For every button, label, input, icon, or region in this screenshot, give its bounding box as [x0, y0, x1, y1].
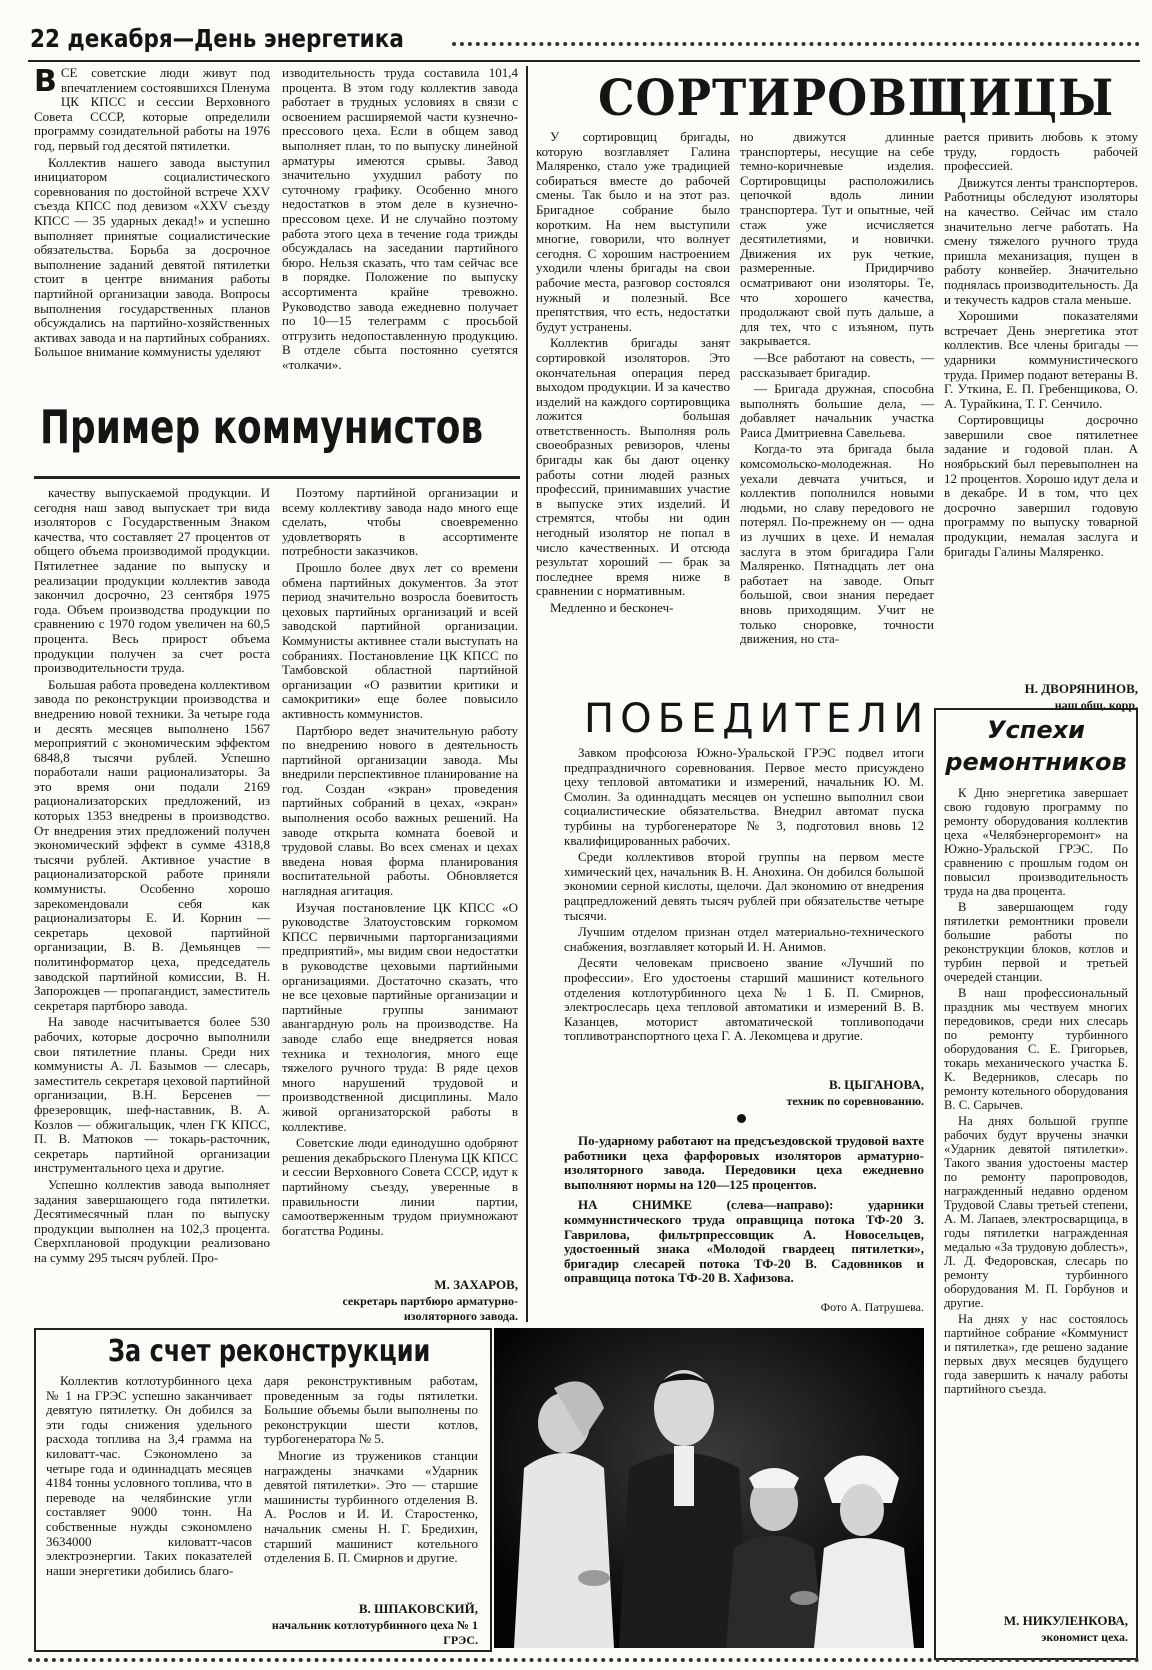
- article1-intro-col2: [282, 66, 518, 392]
- workers-photo: [494, 1328, 924, 1648]
- body-paragraph: — Бригада дружная, способна выполнять большие дела, — добавляет начальник участка Раиса Дмитриевна Савельева.: [740, 381, 934, 440]
- body-paragraph: рается привить любовь к этому труду, гордость рабочей профессией.: [944, 130, 1138, 174]
- intro-paragraph: Коллектив нашего завода выступил инициатором социалистического соревнования по достойной встрече XXV съезда КПСС под девизом «XXV съезду КПСС — 35 ударных декад!» и успешно выполняет принятые социалистические обязательства. Борьба за досрочное выполнение заданий девятой пятилетки стоит в центре внимания работы партийной организации завода. Вопросы выполнения государственных планов обсуждались на партийно-хозяйственных активах завода и на партийных собраниях. Большое внимание коммунисты уделяют: [34, 154, 270, 360]
- article5-headline-line2: ремонтников: [945, 748, 1127, 776]
- body-paragraph: Многие из тружеников станции награждены значками «Ударник девятой пятилетки». Это — старшие машинисты турбинного отделения В. А. Рослов и И. И. Старостенко, начальник смены Н. Г. Бредихин, старший машинист котельного отделения Б. П. Смирнов и другие.: [264, 1447, 478, 1566]
- photo-caption: [564, 1134, 924, 1324]
- body-paragraph: В наш профессиональный праздник мы чествуем многих передовиков, среди них слесарь по ремонту турбинного оборудования С. Е. Григорьев, токарь механического участка Б. К. Ведерников, слесарь по ремонту котельного оборудования В. С. Сарычев.: [944, 986, 1128, 1112]
- body-paragraph: На днях большой группе рабочих будут вручены значки «Ударник девятой пятилетки». Такого звания удостоены мастер по ремонту паропроводов, награжденный недавно орденом Трудовой Славы третьей степени, А. М. Лапаев, электросварщица, в годы пятилетки награжденная медалью «За трудовую доблесть», Л. Д. Федоровская, слесарь по ремонту турбинного оборудования М. П. Горбунов и другие.: [944, 1114, 1128, 1310]
- article4-col1: [46, 1374, 252, 1644]
- body-paragraph: —Все работают на совесть, — рассказывает бригадир.: [740, 349, 934, 380]
- body-paragraph: На заводе насчитывается более 530 рабочих, которые досрочно выполнили свои пятилетние планы. Среди них коммунисты А. Л. Базымов — слесарь, заместитель секретаря цеховой партийной организации, В.Н. Берсенев — фрезеровщик, шеф-наставник, В. А. Козлов — обжигальщик, член ГК КПСС, П. В. Матюков — токарь-расточник, секретарь партийной организации инструментального цеха и другие.: [34, 1014, 270, 1176]
- body-paragraph: Большая работа проведена коллективом завода по реконструкции производства и внедрению новой техники. За четыре года и десять месяцев выполнено 1567 мероприятий с экономическим эффектом 6848,8 тысячи рублей. Успешно поработали наши рационализаторы. За это время они подали 2169 рационализаторских предложений, из которых 1353 внедрены в производство. От внедрения этих предложений получен экономический эффект в сумме 4318,8 тысячи рублей. Активное участие в рационализаторской работе приняли коммунисты. Особенно хорошо зарекомендовали себя как рационализаторы Е. И. Корнин — секретарь цеховой партийной организации, В. В. Демьянцев — политинформатор цеха, председатель заводской партийной комиссии, В. Н. Запорожцев — пропагандист, заместитель секретаря партбюро завода.: [34, 676, 270, 1013]
- intro-paragraph: изводительность труда составила 101,4 процента. В этом году коллектив завода работает в трудных условиях в связи с освоением расширяемой части кузнечно-прессового цеха. Если в общем завод выполняет план, то по выпуску линейной арматуры имеются срывы. Завод значительно ухудшил работу по суточному графику. Особенно много недостатков в этом деле в кузнечно-прессовом цехе. И не случайно поэтому работа этого цеха в течение года трижды обсуждалась на заседании партийного бюро. Нельзя сказать, что там сейчас все в порядке. Положение по выпуску ассортимента крайне тревожно. Руководство завода ежедневно получает по 10—15 телеграмм с просьбой отгрузить недопоставленную продукцию. В отделе сбыта постоянно суетятся «толкачи».: [282, 66, 518, 372]
- body-paragraph: качеству выпускаемой продукции. И сегодня наш завод выпускает три вида изоляторов с Государственным Знаком качества, что составляет 27 процентов от общего объема производимой продукции. Пятилетнее задание по выпуску и реализации продукции коллектив завода закончил досрочно, 23 сентября 1975 года. Объем производства продукции по сравнению с 1970 годом увеличен на 60,5 процента. Весь прирост объема продукции получен за счет роста производительности труда.: [34, 486, 270, 676]
- article3-signature: В. ЦЫГАНОВА,: [828, 1077, 924, 1092]
- article4-signature: В. ШПАКОВСКИЙ,: [358, 1601, 478, 1616]
- body-paragraph: Партбюро ведет значительную работу по внедрению нового в деятельность партийной организации завода. Мы внедрили перспективное планирование на год. Создан «экран» проведения партийных собраний в цехах, «экран» выполнения особо важных решений. На заводе открыта комната боевой и трудовой славы. Во всех сменах и цехах введена новая форма планирования воспитательной работы. Обновляется наглядная агитация.: [282, 722, 518, 899]
- article2-col1: [536, 130, 730, 698]
- article1-headline-rule: [34, 476, 520, 479]
- body-paragraph: Хорошими показателями встречает День энергетика этот коллектив. Все члены бригады — ударники коммунистического труда. Пример подают ветераны В. Г. Уткина, Е. П. Гребенщикова, О. А. Турайкина, Т. Г. Сенчило.: [944, 308, 1138, 411]
- article1-headline: Пример коммунистов: [40, 400, 484, 454]
- bullet-dot: [737, 1114, 746, 1123]
- caption-lead: По-ударному работают на предсъездовской трудовой вахте работники цеха фарфоровых изоляторов арматурно-изоляторного завода. Передовики цеха ежедневно выполняют нормы на 120—125 процентов.: [564, 1134, 924, 1192]
- body-paragraph: Изучая постановление ЦК КПСС «О руководстве Златоустовским горкомом КПСС первичными парторганизациями предприятий», мы видим свои недостатки в руководстве цеховыми партийными организациями. Достаточно сказать, что не все цеховые партийные организации и партийные группы занимают авангардную роль на производстве. На заводе слабо еще внедряется новая техника и технология, много еще тяжелого ручного труда: В ряде цехов много нарушений трудовой и производственной дисциплины. Мало живой организаторской работы в коллективе.: [282, 899, 518, 1134]
- body-paragraph: Среди коллективов второй группы на первом месте химический цех, начальник В. Н. Анохина. Он добился большой экономии серной кислоты, щелочи. Дал экономию от внедрения рацпредложений девять тысяч рублей при обязательстве четыре тысячи.: [564, 849, 924, 923]
- body-paragraph: Завком профсоюза Южно-Уральской ГРЭС подвел итоги предпраздничного соревнования. Первое место присуждено цеху тепловой автоматики и измерений, начальник Ю. М. Смолин. За одиннадцать месяцев он успешно выполнил свои социалистические обязательства. Внедрил автомат пуска турбины на турбогенераторе № 3, подготовил вновь 12 квалифицированных рабочих.: [564, 746, 924, 848]
- article2-col3: [944, 130, 1138, 678]
- body-paragraph: Когда-то эта бригада была комсомольско-молодежная. Но уехали девчата учиться, и коллектив пополнился новыми людьми, но славу передового не потерял. По-прежнему он — одна из лучших в цехе. И немалая заслуга в этом бригадира Гали Маляренко. Пятнадцать лет она работает на заводе. Опыт большой, свои знания передает вновь приходящим. Учит не только сноровке, точности движения, но ста-: [740, 441, 934, 647]
- date-title: 22 декабря—День энергетика: [30, 24, 404, 53]
- article2-signature-role: наш общ. корр.: [1054, 698, 1138, 712]
- article3-body: [564, 746, 924, 1092]
- body-paragraph: Успешно коллектив завода выполняет задания завершающего года пятилетки. Десятимесячный план по выпуску продукции выполнен на 102,3 процента. Сверхплановой продукции реализовано на сумму 295 тысяч рублей. Про-: [34, 1176, 270, 1265]
- intro-paragraph: СЕ советские люди живут под впечатлением состоявшихся Пленума ЦК КПСС и сессии Верховного Совета СССР, которые определили программу созидательной работы на 1976 год, первый год десятой пятилетки.: [34, 66, 270, 153]
- body-paragraph: Поэтому партийной организации и всему коллективу завода надо много еще сделать, чтобы своевременно удовлетворять в ассортименте потребности заказчиков.: [282, 486, 518, 559]
- article1-intro-col1: [34, 66, 270, 392]
- body-paragraph: В завершающем году пятилетки ремонтники провели большие работы по реконструкции блоков, котлов и турбин первой и третьей очередей станции.: [944, 900, 1128, 984]
- article2-signature: Н. ДВОРЯНИНОВ,: [1024, 681, 1138, 696]
- body-paragraph: Коллектив бригады занят сортировкой изоляторов. Это окончательная операция перед выходом продукции. И за качество изделий на каждого сортировщика ложится большая ответственность. Выполняя роль своеобразных ревизоров, члены бригады как бы дают оценку работы сотни людей разных профессий, принимавших участие в выпуске этих изделий. И стремятся, чтобы ни один негодный изолятор не попал в число качественных. И отсюда результат хороший — брак за последнее время ниже в сравнении с нормативным.: [536, 335, 730, 599]
- body-paragraph: Десяти человекам присвоено звание «Лучший по профессии». Его удостоены старший машинист котельного отделения котлотурбинного цеха № 1 Б. П. Смирнов, электрослесарь цеха тепловой автоматики и измерений В. В. Казанцев, моторист автоматической топливоподачи топливотранспортного цеха Г. А. Лекомцева и другие.: [564, 955, 924, 1044]
- body-paragraph: Лучшим отделом признан отдел материально-технического снабжения, возглавляет который И. Н. Анимов.: [564, 924, 924, 954]
- body-paragraph: Коллектив котлотурбинного цеха № 1 на ГРЭС успешно заканчивает девятую пятилетку. Он добился за эти годы снижения удельного расхода топлива на 3,4 грамма на киловатт-час. Сэкономлено за четыре года и одиннадцать месяцев 4184 тонны условного топлива, что в переводе на челябинские угли составляет 9000 тонн. На собственные нужды сэкономлено 3634000 киловатт-часов электроэнергии. Таких показателей наши энергетики добились благо-: [46, 1374, 252, 1578]
- body-paragraph: Прошло более двух лет со времени обмена партийных документов. За этот период значительно возросла боевитость цеховых партийных организаций и всей заводской партийной организации. Коммунисты активнее стали выступать на собраниях. Постановление ЦК КПСС по Тамбовской областной партийной организации «О развитии критики и самокритики» еще более повысило активность коммунистов.: [282, 559, 518, 721]
- column-divider: [526, 66, 528, 1322]
- article2-headline: СОРТИРОВЩИЦЫ: [598, 68, 1115, 127]
- dropcap: В: [34, 66, 57, 99]
- body-paragraph: К Дню энергетика завершает свою годовую программу по ремонту оборудования коллектив цеха «Челябэнергоремонт» на Южно-Уральской ГРЭС. По сравнению с прошлым годом он повысил производительность труда на два процента.: [944, 786, 1128, 898]
- article1-col1: [34, 486, 270, 1330]
- body-paragraph: На днях у нас состоялось партийное собрание «Коммунист и пятилетка», где решено задание первых двух месяцев будущего года завершить к началу работы партийного съезда.: [944, 1312, 1128, 1396]
- body-paragraph: Советские люди единодушно одобряют решения декабрьского Пленума ЦК КПСС и сессии Верховного Совета СССР, идут к партийному съезду, уверенные в правильности линии партии, самоотверженным трудом приумножают богатства Родины.: [282, 1135, 518, 1238]
- bottom-dotted-rule: [28, 1658, 1140, 1662]
- body-paragraph: даря реконструктивным работам, проведенным за годы пятилетки. Большие объемы были выполнены по реконструкции шести котлов, турбогенератора № 5.: [264, 1374, 478, 1447]
- body-paragraph: Медленно и бесконеч-: [550, 600, 674, 615]
- article4-headline: За счет реконструкции: [108, 1334, 431, 1369]
- body-paragraph: У сортировщиц бригады, которую возглавляет Галина Маляренко, стало уже традицией собираться вместе до рабочей смены. Так было и на этот раз. Бригадное собрание было коротким. На нем выступили многие, говорили, что волнует сегодня. С хорошим настроением уходили члены бригады на свои рабочие места, разговор состоялся нужный и полезный. Все препятствия, что есть, недостатки будут устранены.: [536, 130, 730, 334]
- body-paragraph: но движутся длинные транспортеры, несущие на себе темно-коричневые изделия. Сортировщицы расположились цепочкой вдоль линии транспортера. Тут и опытные, чей стаж уже исчисляется десятилетиями, и новички. Движения их рук четкие, размеренные. Придирчиво осматривают они изоляторы. Те, что хорошего качества, продолжают свой путь дальше, а для тех, что с изъяном, путь закрывается.: [740, 130, 934, 349]
- body-paragraph: Движутся ленты транспортеров. Работницы обследуют изоляторы на качество. Сейчас им стало значительно легче работать. На смену тяжелого ручного труда пришла механизация, пущен в работу конвейер. Значительно поднялась производительность. Да и текучесть кадров стала меньше.: [944, 174, 1138, 307]
- photo-credit: Фото А. Патрушева.: [820, 1300, 924, 1314]
- article5-signature-role: экономист цеха.: [1041, 1630, 1128, 1644]
- article5-signature: М. НИКУЛЕНКОВА,: [1003, 1613, 1128, 1628]
- article1-col2: [282, 486, 518, 1270]
- photo-illustration: [494, 1328, 924, 1648]
- article2-col2: [740, 130, 934, 698]
- article5-headline-line1: Успехи: [987, 716, 1085, 744]
- masthead-dotted-rule: [452, 42, 1140, 46]
- article1-signature-role: секретарь партбюро арматурно-изоляторного завода.: [342, 1294, 518, 1323]
- article3-signature-role: техник по соревнованию.: [786, 1094, 924, 1108]
- caption-people: НА СНИМКЕ (слева—направо): ударники коммунистического труда оправщица потока ТФ-20 З. Гаврилова, фильтрпрессовщик А. Новосельцев, удостоенный знака «Молодой гвардеец пятилетки», бригадир слесарей потока ТФ-20 В. Садовников и оправщица потока ТФ-20 В. Хафизова.: [564, 1197, 924, 1286]
- body-paragraph: Сортировщицы досрочно завершили свое пятилетнее задание и годовой план. А ноябрьский был перевыполнен на 12 процентов. Хорошо идут дела и в декабре. И в том, что цех досрочно завершил годовую программу по выпуску товарной продукции, немалая заслуга и бригады Галины Маляренко.: [944, 412, 1138, 559]
- masthead-rule: [28, 60, 1140, 62]
- article4-col2: [264, 1374, 478, 1600]
- article5-body: [944, 786, 1128, 1602]
- article1-signature: М. ЗАХАРОВ,: [434, 1277, 518, 1292]
- article4-signature-role: начальник котлотурбинного цеха № 1 ГРЭС.: [271, 1618, 478, 1647]
- article3-headline: ПОБЕДИТЕЛИ: [584, 696, 930, 742]
